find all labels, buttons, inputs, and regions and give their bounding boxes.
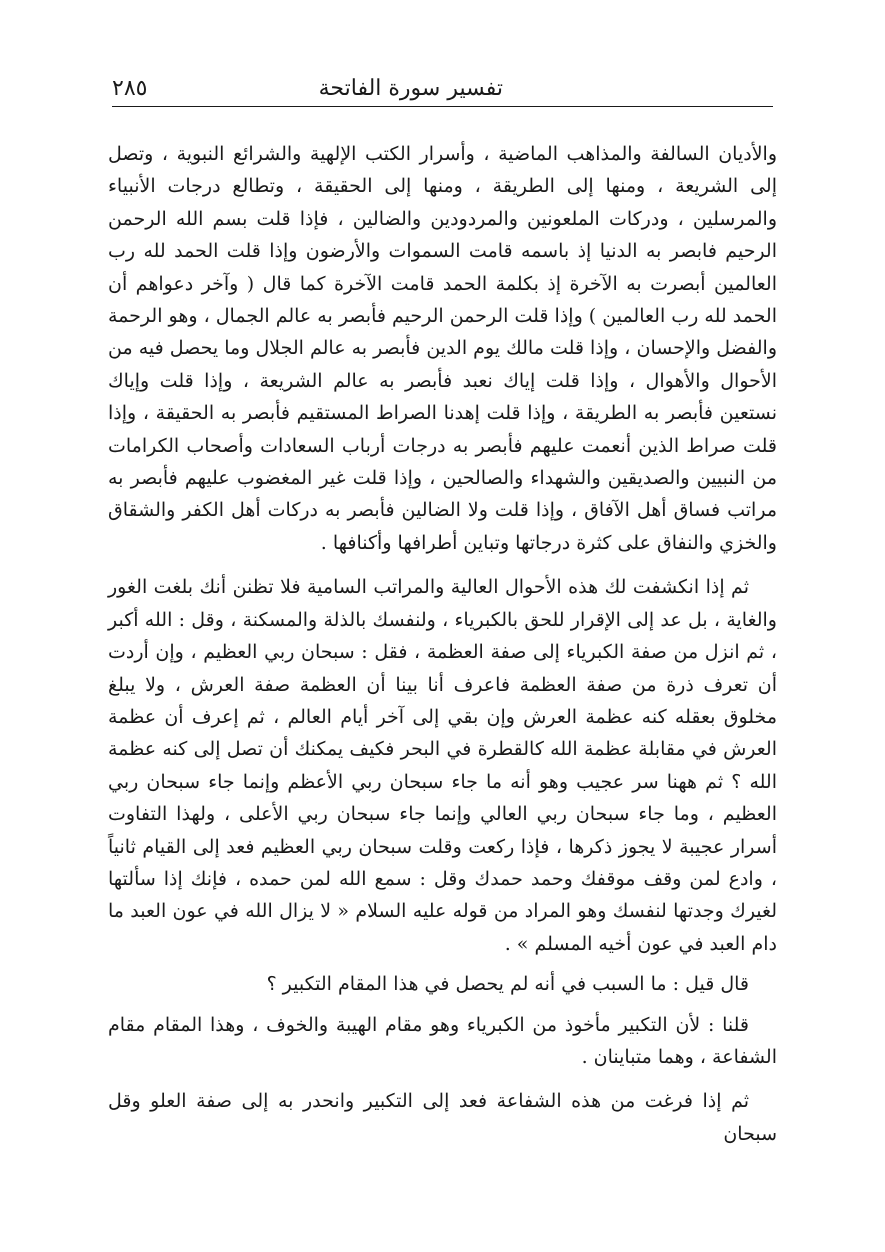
running-title: تفسير سورة الفاتحة	[318, 76, 503, 101]
header-rule	[112, 106, 773, 107]
paragraph: والأديان السالفة والمذاهب الماضية ، وأسرار الكتب الإلهية والشرائع النبوية ، وتصل إلى الشريعة ، ومنها إلى الطريقة ، ومنها إلى الحقيقة ، وتطالع درجات الأنبياء والمرسلين ، ودركات الملعونين والمردودين والضالين ، فإذا قلت بسم الله الرحمن الرحيم فابصر به الدنيا إذ باسمه قامت السموات والأرضون وإذا قلت الحمد لله رب العالمين أبصرت به الآخرة إذ بكلمة الحمد قامت الآخرة كما قال ( وآخر دعواهم أن الحمد لله رب العالمين ) وإذا قلت الرحمن الرحيم فأبصر به عالم الجمال ، وهو الرحمة والفضل والإحسان ، وإذا قلت مالك يوم الدين فأبصر به عالم الجلال وما يحصل فيه من الأحوال والأهوال ، وإذا قلت إياك نعبد فأبصر به عالم الشريعة ، وإذا قلت وإياك نستعين فأبصر به الطريقة ، وإذا قلت إهدنا الصراط المستقيم فأبصر به الحقيقة ، وإذا قلت صراط الذين أنعمت عليهم فأبصر به درجات أرباب السعادات وأصحاب الكرامات من النبيين والصديقين والشهداء والصالحين ، وإذا قلت غير المغضوب عليهم فأبصر به مراتب فساق أهل الآفاق ، وإذا قلت ولا الضالين فأبصر به دركات أهل الكفر والشقاق والخزي والنفاق على كثرة درجاتها وتباين أطرافها وأكنافها .	[108, 143, 777, 554]
paragraph: ثم إذا فرغت من هذه الشفاعة فعد إلى التكبير وانحدر به إلى صفة العلو وقل سبحان	[108, 1090, 777, 1145]
paragraph: ثم إذا انكشفت لك هذه الأحوال العالية والمراتب السامية فلا تظنن أنك بلغت الغور والغاية ، بل عد إلى الإقرار للحق بالكبرياء ، ولنفسك بالذلة والمسكنة ، وقل : الله أكبر ، ثم انزل من صفة الكبرياء إلى صفة العظمة ، فقل : سبحان ربي العظيم ، وإن أردت أن تعرف ذرة من صفة العظمة فاعرف أنا بينا أن العظمة صفة العرش ، ولا يبلغ مخلوق بعقله كنه عظمة العرش وإن بقي إلى آخر أيام العالم ، ثم إعرف أن عظمة العرش في مقابلة عظمة الله كالقطرة في البحر فكيف يمكنك أن تصل إلى كنه عظمة الله ؟ ثم ههنا سر عجيب وهو أنه ما جاء سبحان ربي الأعظم وإنما جاء سبحان ربي العظيم ، وما جاء سبحان ربي العالي وإنما جاء سبحان ربي الأعلى ، ولهذا التفاوت أسرار عجيبة لا يجوز ذكرها ، فإذا ركعت وقلت سبحان ربي العظيم فعد إلى القيام ثانياً ، وادع لمن وقف موقفك وحمد حمدك وقل : سمع الله لمن حمده ، فإنك إذا سألتها لغيرك وجدتها لنفسك وهو المراد من قوله عليه السلام « لا يزال الله في عون العبد ما دام العبد في عون أخيه المسلم » .	[108, 576, 777, 955]
page-body	[108, 138, 777, 1150]
paragraph: قال قيل : ما السبب في أنه لم يحصل في هذا المقام التكبير ؟	[266, 973, 749, 996]
page-number: ٢٨٥	[112, 76, 148, 101]
page-header	[112, 74, 773, 104]
paragraph: قلنا : لأن التكبير مأخوذ من الكبرياء وهو مقام الهيبة والخوف ، وهذا المقام مقام الشفاعة ، وهما متباينان .	[108, 1013, 777, 1068]
